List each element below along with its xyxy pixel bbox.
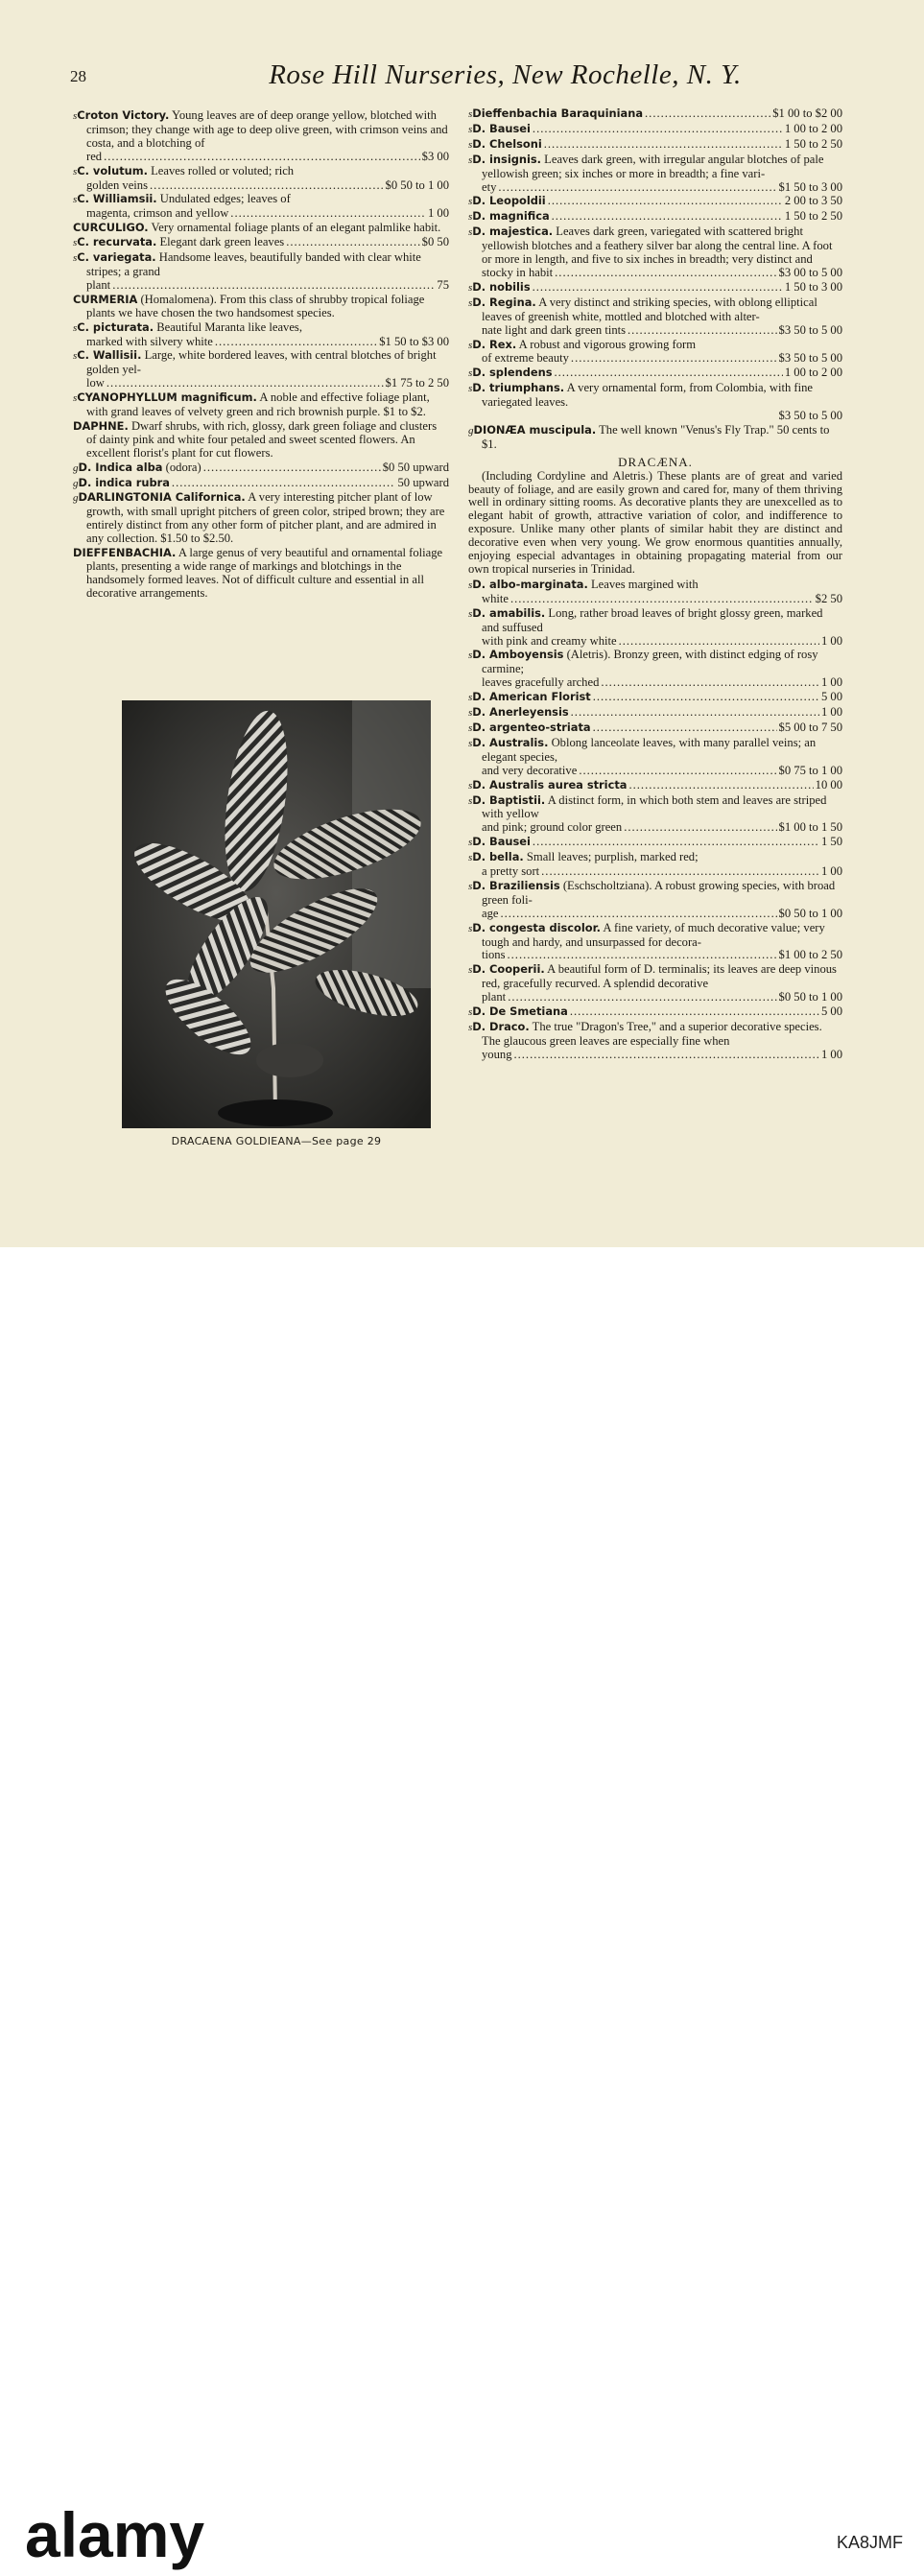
entry-price: $1 75 to 2 50 bbox=[385, 376, 449, 390]
entry-marker: s bbox=[468, 296, 473, 309]
entry-price-label: with pink and creamy white bbox=[482, 633, 617, 648]
catalog-entry bbox=[73, 491, 449, 546]
catalog-entry bbox=[468, 649, 842, 690]
entry-marker: g bbox=[73, 461, 79, 474]
catalog-entry bbox=[468, 281, 842, 295]
entry-marker: s bbox=[73, 194, 78, 206]
entry-description: A very distinct and striking species, with oblong elliptical leaves of greenish white, mottled and blotched with alter- bbox=[482, 295, 817, 323]
entry-price-label: red bbox=[86, 149, 103, 163]
entry-name: D. amabilis. bbox=[472, 605, 546, 620]
entry-name: C. variegata. bbox=[77, 250, 156, 265]
dieffenbachia-list bbox=[468, 107, 842, 452]
leader-dots bbox=[508, 991, 776, 1004]
entry-marker: s bbox=[468, 880, 473, 892]
entry-price: $0 50 upward bbox=[382, 460, 449, 474]
entry-marker: s bbox=[468, 692, 473, 704]
entry-name: D. Chelsoni bbox=[472, 136, 542, 151]
entry-name: DIONÆA muscipula. bbox=[473, 422, 597, 437]
entry-name: D. indica rubra bbox=[78, 475, 170, 489]
entry-price-label: and pink; ground color green bbox=[482, 820, 623, 835]
entry-name: D. Indica alba bbox=[78, 460, 163, 474]
entry-marker: s bbox=[468, 579, 473, 591]
entry-price: 1 00 bbox=[427, 206, 449, 221]
catalog-entry bbox=[73, 477, 449, 491]
entry-name: D. insignis. bbox=[472, 152, 542, 166]
entry-name: D. magnifica bbox=[472, 209, 550, 224]
catalog-entry bbox=[468, 963, 842, 1004]
entry-description: A very interesting pitcher plant of low growth, with small upright pitchers of green color, striped brown; they are entirely distinct from any other form of pitcher plant, and are admired in any collection. $1.50 to $2.50. bbox=[86, 490, 445, 546]
entry-price: 75 bbox=[437, 277, 449, 292]
entry-price-label: marked with silvery white bbox=[86, 334, 213, 348]
catalog-entry bbox=[73, 251, 449, 293]
entry-name: DAPHNE. bbox=[73, 418, 129, 433]
entry-marker: s bbox=[468, 852, 473, 864]
leader-dots bbox=[579, 765, 776, 778]
leader-dots bbox=[552, 210, 783, 225]
leader-dots bbox=[215, 336, 377, 349]
entry-price: 1 50 to 2 50 bbox=[784, 209, 842, 224]
leader-dots bbox=[104, 151, 420, 164]
entry-description: Long, rather broad leaves of bright glossy green, marked and suffused bbox=[482, 605, 823, 634]
catalog-entry bbox=[73, 349, 449, 390]
right-column bbox=[468, 107, 842, 1063]
entry-marker: s bbox=[468, 339, 473, 351]
entry-name: D. bella. bbox=[472, 850, 524, 864]
leader-dots bbox=[203, 461, 381, 476]
entry-price: $3 00 bbox=[421, 149, 449, 163]
leader-dots bbox=[628, 324, 777, 338]
stock-image-code: KA8JMF bbox=[836, 2533, 903, 2552]
entry-price: 1 00 bbox=[820, 705, 842, 720]
catalog-entry bbox=[468, 138, 842, 153]
catalog-entry bbox=[73, 420, 449, 461]
entry-name: D. splendens bbox=[472, 366, 553, 380]
entry-price: 50 upward bbox=[397, 475, 449, 489]
catalog-entry bbox=[73, 222, 449, 235]
entry-name: C. recurvata. bbox=[77, 235, 157, 249]
entry-marker: s bbox=[468, 779, 473, 792]
entry-description: (Homalomena). From this class of shrubby tropical foliage plants we have chosen the two handsomest species. bbox=[86, 292, 425, 319]
leader-dots bbox=[286, 236, 419, 250]
entry-description: Large, white bordered leaves, with central blotches of bright golden yel- bbox=[86, 348, 437, 377]
leader-dots bbox=[628, 779, 813, 793]
catalog-entry bbox=[468, 382, 842, 423]
entry-price: 2 00 to 3 50 bbox=[784, 194, 842, 208]
entry-marker: s bbox=[468, 1022, 473, 1033]
dracaena-section-title: DRACÆNA. bbox=[618, 454, 693, 469]
entry-name: D. Bausei bbox=[472, 835, 531, 849]
leader-dots bbox=[624, 821, 776, 835]
entry-price: $1 00 to 1 50 bbox=[778, 820, 842, 835]
entry-marker: s bbox=[468, 154, 473, 166]
entry-price: $0 75 to 1 00 bbox=[778, 763, 842, 777]
entry-name: D. triumphans. bbox=[472, 381, 565, 395]
catalog-entry bbox=[468, 296, 842, 338]
entry-marker: s bbox=[468, 707, 473, 720]
entry-price-label: young bbox=[482, 1047, 512, 1061]
catalog-entry bbox=[73, 547, 449, 601]
leader-dots bbox=[500, 908, 776, 921]
leader-dots bbox=[619, 635, 819, 649]
catalog-entry bbox=[468, 706, 842, 721]
entry-name: D. Leopoldii bbox=[472, 194, 546, 208]
entry-description: Oblong lanceolate leaves, with many parallel veins; an elegant species, bbox=[482, 735, 817, 764]
catalog-entry bbox=[468, 339, 842, 366]
entry-price: $0 50 bbox=[421, 235, 449, 249]
entry-name: DARLINGTONIA Californica. bbox=[78, 490, 246, 505]
entry-price: 5 00 bbox=[820, 690, 842, 704]
catalog-entry bbox=[468, 922, 842, 963]
entry-description: Handsome leaves, beautifully banded with clear white stripes; a grand bbox=[86, 250, 421, 278]
entry-marker: s bbox=[468, 123, 473, 135]
entry-price: $2 50 bbox=[815, 591, 842, 605]
leader-dots bbox=[533, 836, 819, 850]
entry-name: D. American Florist bbox=[472, 690, 591, 704]
catalog-entry bbox=[468, 366, 842, 381]
entry-name: D. Amboyensis bbox=[472, 648, 564, 662]
entry-name: D. Cooperii. bbox=[472, 962, 545, 977]
entry-price-label: plant bbox=[86, 277, 111, 292]
photo-caption: DRACAENA GOLDIEANA—See page 29 bbox=[171, 1135, 382, 1147]
entry-name: D. Draco. bbox=[472, 1020, 530, 1033]
entry-price: 1 00 bbox=[820, 1047, 842, 1061]
page-number: 28 bbox=[70, 67, 86, 85]
catalog-page bbox=[0, 0, 924, 1247]
entry-name: D. Bausei bbox=[472, 121, 531, 135]
entry-marker: s bbox=[468, 721, 473, 734]
entry-marker: s bbox=[73, 350, 78, 363]
entry-description: (Eschscholtziana). A robust growing species, with broad green foli- bbox=[482, 878, 836, 907]
entry-marker: g bbox=[468, 424, 474, 437]
entry-description: A large genus of very beautiful and ornamental foliage plants, presenting a wide range of markings and blotchings in the handsomely formed leaves. Not of difficult culture and essential in all decorative arrangements. bbox=[86, 546, 443, 600]
entry-price-label: Elegant dark green leaves bbox=[159, 235, 285, 249]
catalog-entry bbox=[468, 779, 842, 793]
entry-marker: s bbox=[73, 237, 78, 249]
leader-dots bbox=[498, 181, 776, 195]
entry-price: $1 00 to 2 50 bbox=[778, 948, 842, 962]
leader-dots bbox=[544, 138, 783, 153]
entry-price: 1 50 to 2 50 bbox=[784, 136, 842, 151]
entry-price-label: white bbox=[482, 591, 509, 605]
catalog-entry bbox=[73, 236, 449, 250]
catalog-entry bbox=[468, 737, 842, 778]
leader-dots bbox=[172, 477, 396, 491]
entry-name: D. Australis. bbox=[472, 735, 549, 749]
leader-dots bbox=[645, 107, 770, 122]
catalog-entry bbox=[73, 391, 449, 419]
entry-price: 1 00 bbox=[820, 864, 842, 879]
leader-dots bbox=[230, 207, 426, 221]
entry-name: C. picturata. bbox=[77, 319, 154, 334]
entry-name: D. argenteo-striata bbox=[472, 720, 591, 734]
alamy-logo bbox=[25, 2505, 217, 2576]
entry-description: Leaves rolled or voluted; rich bbox=[151, 163, 295, 177]
catalog-entry bbox=[468, 836, 842, 850]
leader-dots bbox=[107, 377, 384, 390]
catalog-entry bbox=[468, 225, 842, 280]
leader-dots bbox=[150, 179, 384, 193]
entry-name: CURCULIGO. bbox=[73, 221, 149, 235]
entry-price: $3 50 to 5 00 bbox=[778, 322, 842, 337]
entry-price-label: age bbox=[482, 906, 499, 920]
entry-marker: s bbox=[468, 226, 473, 239]
catalog-entry bbox=[468, 123, 842, 137]
entry-price-label: ety bbox=[482, 179, 497, 194]
entry-price: 1 00 to 2 00 bbox=[784, 366, 842, 380]
entry-marker: s bbox=[468, 607, 473, 620]
entry-price: $0 50 to 1 00 bbox=[778, 906, 842, 920]
entry-description: A very ornamental form, from Colombia, with fine variegated leaves. bbox=[482, 381, 813, 410]
entry-price-label: tions bbox=[482, 948, 506, 962]
dracaena-intro: (Including Cordyline and Aletris.) These plants are of great and varied beauty of foliage, and are easily grown and cared for, many of them thriving well in ordinary sitting rooms. As decorative plants they are unexcelled as to elegant habit of growth, attractive variation of color, and indifference to exposure. Unlike many other plants of similar habit they are distinct and decorative even when very young. We grow enormous quantities annually, enjoying especial advantages in obtaining propagating material from our own tropical nurseries in Trinidad. bbox=[468, 468, 842, 576]
entry-marker: s bbox=[73, 110, 78, 122]
catalog-entry bbox=[468, 851, 842, 879]
entry-price-label: of extreme beauty bbox=[482, 351, 569, 366]
entry-marker: s bbox=[468, 794, 473, 807]
entry-marker: s bbox=[468, 108, 473, 120]
entry-price: 1 50 to 3 00 bbox=[784, 279, 842, 294]
entry-price-label: and very decorative bbox=[482, 763, 578, 777]
entry-price-label: golden veins bbox=[86, 177, 149, 192]
catalog-entry bbox=[468, 154, 842, 195]
entry-name: D. nobilis bbox=[472, 279, 531, 294]
stock-footer bbox=[0, 1247, 924, 2570]
entry-price-label: a pretty sort bbox=[482, 864, 540, 879]
entry-name: D. majestica. bbox=[472, 225, 554, 239]
catalog-entry bbox=[73, 193, 449, 221]
left-column bbox=[73, 109, 449, 602]
leader-dots bbox=[508, 949, 777, 962]
entry-marker: s bbox=[468, 211, 473, 224]
entry-price: 1 00 bbox=[820, 633, 842, 648]
catalog-entry bbox=[73, 461, 449, 476]
leader-dots bbox=[593, 721, 777, 736]
catalog-entry bbox=[468, 424, 842, 452]
entry-description: Beautiful Maranta like leaves, bbox=[156, 319, 302, 334]
entry-price-label: (odora) bbox=[165, 460, 201, 474]
entry-name: D. Australis aurea stricta bbox=[472, 777, 628, 792]
entry-price: $5 00 to 7 50 bbox=[778, 720, 842, 734]
entry-marker: s bbox=[73, 321, 78, 334]
leader-dots bbox=[533, 281, 783, 295]
leader-dots bbox=[601, 676, 819, 690]
catalog-entry bbox=[468, 691, 842, 705]
entry-marker: s bbox=[468, 737, 473, 749]
catalog-entry bbox=[73, 165, 449, 193]
entry-marker: s bbox=[73, 252, 78, 265]
entry-price-label: magenta, crimson and yellow bbox=[86, 206, 229, 221]
leader-dots bbox=[548, 195, 783, 209]
entry-description: Leaves dark green, with irregular angular blotches of pale yellowish green; six inches or more in breadth; a fine vari- bbox=[482, 152, 824, 180]
catalog-entry bbox=[73, 109, 449, 164]
entry-price: $1 50 to 3 00 bbox=[778, 179, 842, 194]
catalog-entry bbox=[468, 607, 842, 649]
entry-description: The well known "Venus's Fly Trap." 50 cents to $1. bbox=[482, 422, 830, 451]
leader-dots bbox=[513, 1049, 818, 1062]
dracaena-goldieana-photo bbox=[122, 700, 431, 1128]
entry-description: A robust and vigorous growing form bbox=[518, 337, 697, 351]
entry-name: CYANOPHYLLUM magnificum. bbox=[77, 390, 257, 405]
catalog-entry bbox=[468, 1021, 842, 1062]
entry-name: Dieffenbachia Baraquiniana bbox=[472, 106, 644, 120]
entry-name: D. Anerleyensis bbox=[472, 705, 569, 720]
entry-price: $0 50 to 1 00 bbox=[385, 177, 449, 192]
entry-price: $3 00 to 5 00 bbox=[778, 265, 842, 279]
entry-description: A beautiful form of D. terminalis; its leaves are deep vinous red, gracefully recurved. A splendid decorative bbox=[482, 962, 837, 991]
entry-marker: s bbox=[73, 165, 78, 177]
catalog-entry bbox=[468, 794, 842, 836]
entry-description: Very ornamental foliage plants of an elegant palmlike habit. bbox=[151, 221, 441, 235]
entry-price: $3 50 to 5 00 bbox=[778, 351, 842, 366]
leader-dots bbox=[571, 706, 819, 721]
catalog-entry bbox=[468, 880, 842, 921]
entry-name: D. albo-marginata. bbox=[472, 577, 588, 591]
entry-price: $0 50 to 1 00 bbox=[778, 990, 842, 1004]
entry-description: A noble and effective foliage plant, with grand leaves of velvety green and rich brownish purple. $1 to $2. bbox=[86, 390, 430, 419]
catalog-entry bbox=[468, 579, 842, 606]
entry-marker: s bbox=[468, 383, 473, 395]
entry-name: CURMERIA bbox=[73, 292, 138, 306]
entry-name: DIEFFENBACHIA. bbox=[73, 546, 177, 560]
entry-marker: s bbox=[468, 281, 473, 294]
entry-price: 10 00 bbox=[815, 777, 842, 792]
entry-marker: s bbox=[468, 196, 473, 208]
entry-description: Small leaves; purplish, marked red; bbox=[526, 850, 699, 864]
leader-dots bbox=[571, 352, 777, 366]
catalog-entry bbox=[468, 721, 842, 736]
entry-name: C. volutum. bbox=[77, 163, 148, 177]
entry-description: (Aletris). Bronzy green, with distinct edging of rosy carmine; bbox=[482, 648, 818, 676]
leader-dots bbox=[533, 123, 783, 137]
plant-illustration bbox=[122, 700, 431, 1128]
entry-name: D. Regina. bbox=[472, 295, 536, 309]
dracaena-list bbox=[468, 579, 842, 1062]
entry-description: Leaves margined with bbox=[590, 577, 699, 591]
catalog-entry bbox=[468, 195, 842, 209]
catalog-entry bbox=[73, 321, 449, 349]
svg-text:alamy: alamy bbox=[25, 2505, 205, 2570]
leader-dots bbox=[541, 865, 819, 879]
entry-marker: s bbox=[468, 138, 473, 151]
entry-price-label: plant bbox=[482, 990, 507, 1004]
entry-price-label: low bbox=[86, 376, 105, 390]
entry-price-label: stocky in habit bbox=[482, 265, 554, 279]
page-header-title: Rose Hill Nurseries, New Rochelle, N. Y. bbox=[269, 59, 742, 90]
catalog-entry bbox=[73, 294, 449, 320]
entry-marker: g bbox=[73, 492, 79, 505]
entry-description: Undulated edges; leaves of bbox=[159, 192, 291, 206]
entry-description: A fine variety, of much decorative value; very tough and hardy, and unsurpassed for decora- bbox=[482, 920, 825, 949]
entry-name: D. De Smetiana bbox=[472, 1004, 568, 1019]
entry-name: C. Wallisii. bbox=[77, 348, 142, 363]
entry-price-label: leaves gracefully arched bbox=[482, 675, 600, 690]
entry-marker: s bbox=[468, 837, 473, 849]
entry-price: 5 00 bbox=[820, 1004, 842, 1019]
catalog-entry bbox=[468, 210, 842, 225]
leader-dots bbox=[593, 691, 819, 705]
leader-dots bbox=[554, 366, 782, 381]
entry-name: D. Rex. bbox=[472, 337, 517, 351]
catalog-entry bbox=[468, 107, 842, 122]
entry-description: Dwarf shrubs, with rich, glossy, dark green foliage and clusters of dainty pink and white four petaled and sweet scented flowers. An excellent florist's plant for cut flowers. bbox=[86, 418, 438, 460]
leader-dots bbox=[510, 593, 814, 606]
entry-name: D. congesta discolor. bbox=[472, 920, 601, 934]
entry-price: 1 00 to 2 00 bbox=[784, 121, 842, 135]
leader-dots bbox=[112, 279, 435, 293]
entry-description: Young leaves are of deep orange yellow, blotched with crimson; they change with age to deep olive green, with crimson veins and costa, and a blotching of bbox=[86, 108, 448, 150]
entry-marker: s bbox=[468, 1006, 473, 1019]
entry-description: The true "Dragon's Tree," and a superior decorative species. The glaucous green leaves are especially fine when bbox=[482, 1020, 822, 1048]
entry-price-label: nate light and dark green tints bbox=[482, 322, 627, 337]
entry-name: D. Braziliensis bbox=[472, 878, 560, 892]
leader-dots bbox=[555, 267, 776, 280]
entry-name: C. Williamsii. bbox=[77, 192, 157, 206]
entry-marker: g bbox=[73, 477, 79, 489]
catalog-entry bbox=[468, 1005, 842, 1020]
entry-description: A distinct form, in which both stem and leaves are striped with yellow bbox=[482, 792, 827, 821]
entry-price: 1 50 bbox=[820, 835, 842, 849]
entry-name: D. Baptistii. bbox=[472, 792, 546, 807]
entry-price: $1 50 to $3 00 bbox=[379, 334, 449, 348]
leader-dots bbox=[570, 1005, 819, 1020]
entry-name: Croton Victory. bbox=[77, 108, 170, 122]
entry-marker: s bbox=[468, 964, 473, 977]
entry-description: Leaves dark green, variegated with scattered bright yellowish blotches and a feathery silver bar along the central line. A foot or more in length, and five to six inches in breadth; very distinct and bbox=[482, 225, 833, 267]
entry-price: 1 00 bbox=[820, 675, 842, 690]
entry-marker: s bbox=[468, 650, 473, 662]
entry-marker: s bbox=[468, 367, 473, 380]
entry-price: $1 00 to $2 00 bbox=[772, 106, 842, 120]
entry-price: $3 50 to 5 00 bbox=[778, 409, 842, 423]
entry-marker: s bbox=[73, 392, 78, 405]
entry-marker: s bbox=[468, 922, 473, 934]
